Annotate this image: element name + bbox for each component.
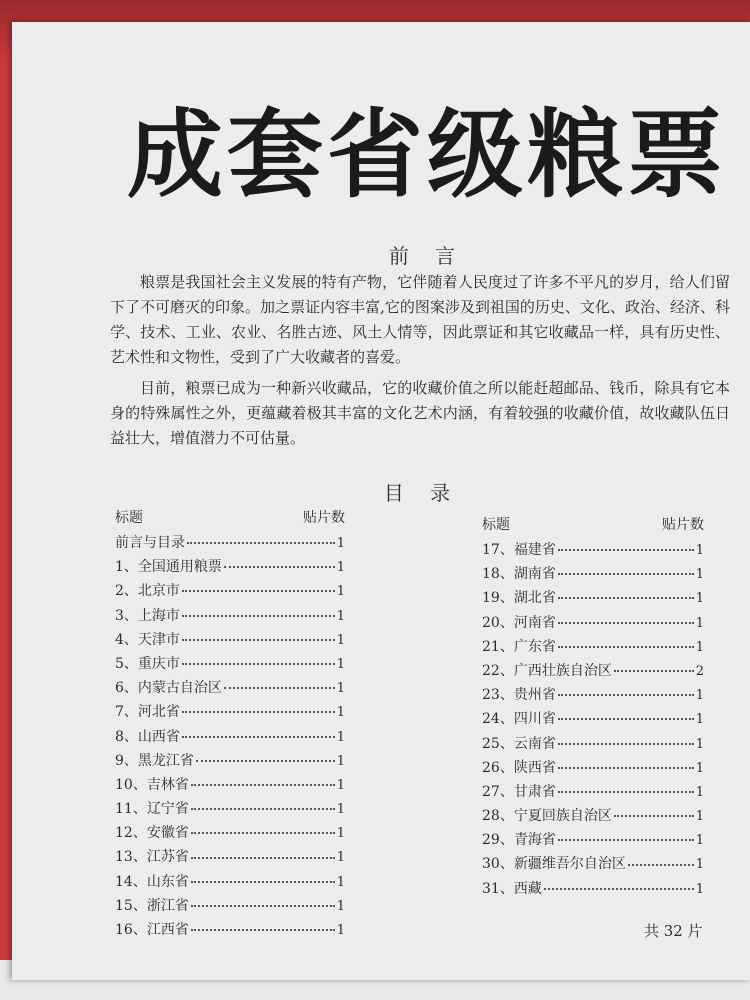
toc-row [115,555,345,579]
toc-row [115,579,345,603]
toc-entry-label: 7、河北省 [115,704,180,721]
dot-leader [182,615,335,617]
dot-leader [182,639,335,641]
toc-entry-count: 1 [336,656,345,672]
dot-leader [558,549,694,551]
toc-entry-label: 22、广西壮族自治区 [482,662,612,679]
toc-entry-label: 31、西藏 [482,880,542,897]
dot-leader [182,736,335,738]
toc-entry-count: 1 [336,802,345,818]
toc-row [115,797,345,821]
dot-leader [558,597,694,599]
toc-row [482,877,704,901]
toc-entry-count: 1 [695,784,704,800]
dot-leader [224,687,335,689]
toc-entry-label: 26、陕西省 [482,759,556,776]
toc-row [115,628,345,652]
toc-row [115,676,345,700]
toc-entry-label: 3、上海市 [115,607,180,624]
toc-entry-count: 1 [695,857,704,873]
dot-leader [558,767,694,769]
dot-leader [191,881,335,883]
toc-entry-count: 1 [695,639,704,655]
preface-paragraph: 目前，粮票已成为一种新兴收藏品，它的收藏价值之所以能赶超邮品、钱币，除具有它本身的特殊属性之外，更蕴藏着极其丰富的文化艺术内涵，有着较强的收藏价值，故收藏队伍日益壮大，增值潜力不可估量。 [110,379,730,447]
dot-leader [224,566,335,568]
toc-entry-label: 9、黑龙江省 [115,752,194,769]
toc-entry-label: 6、内蒙古自治区 [115,680,222,697]
toc-entry-count: 1 [336,584,345,600]
dot-leader [191,808,335,810]
toc-row [115,652,345,676]
toc-entry-label: 21、广东省 [482,638,556,655]
toc-entry-label: 30、新疆维吾尔自治区 [482,856,626,873]
toc-entry-count: 1 [336,850,345,866]
toc-row [482,756,704,780]
toc-entry-label: 4、天津市 [115,631,180,648]
toc-row [482,828,704,852]
toc-entry-label: 8、山西省 [115,728,180,745]
toc-column-left [115,505,345,942]
toc-entry-count: 1 [695,736,704,752]
toc-row [115,700,345,724]
page-title: 成套省级粮票 [127,99,727,211]
toc-column-header [115,505,345,531]
toc-entry-count: 1 [695,688,704,704]
dot-leader [558,622,694,624]
toc-entry-count: 1 [336,753,345,769]
toc-entry-label: 10、吉林省 [115,776,189,793]
toc-row [482,804,704,828]
toc-entry-count: 1 [695,591,704,607]
toc-row [115,531,345,555]
toc-entry-label: 23、贵州省 [482,687,556,704]
toc-entry-count: 1 [695,809,704,825]
toc-entry-label: 29、青海省 [482,832,556,849]
toc-row [482,707,704,731]
dot-leader [558,718,694,720]
toc-row [115,845,345,869]
toc-entry-label: 12、安徽省 [115,825,189,842]
toc-row [482,732,704,756]
toc-entry-label: 18、湖南省 [482,566,556,583]
toc-entry-count: 1 [336,777,345,793]
toc-row [115,870,345,894]
toc-row [482,635,704,659]
toc-entry-count: 1 [336,560,345,576]
toc-entry-count: 1 [336,608,345,624]
preface-heading: 前 言 [388,244,466,268]
toc-row [115,749,345,773]
toc-entry-count: 1 [336,536,345,551]
toc-entry-count: 1 [336,705,345,721]
toc-entry-label: 27、甘肃省 [482,783,556,800]
toc-header-title: 标题 [482,517,510,533]
toc-header-title: 标题 [115,510,143,526]
dot-leader [182,711,335,713]
dot-leader [614,670,694,672]
dot-leader [191,784,335,786]
toc-entry-label: 16、江西省 [115,922,189,938]
toc-column-right [482,512,704,901]
dot-leader [558,791,694,793]
toc-entry-count: 1 [336,874,345,890]
toc-heading: 目 录 [383,481,461,505]
toc-entry-count: 1 [695,543,704,558]
toc-entry-count: 1 [695,712,704,728]
toc-entry-label: 14、山东省 [115,873,189,890]
catalog-sheet [12,22,750,980]
dot-leader [191,832,335,834]
toc-entry-count: 1 [695,881,704,897]
dot-leader [558,839,694,841]
toc-entry-label: 28、宁夏回族自治区 [482,808,612,825]
toc-entry-label: 前言与目录 [115,535,185,551]
toc-row [115,604,345,628]
dot-leader [196,760,335,762]
toc-entry-label: 1、全国通用粮票 [115,559,222,576]
toc-entry-label: 25、云南省 [482,735,556,752]
dot-leader [182,590,335,592]
toc-entry-count: 1 [336,632,345,648]
toc-entry-label: 20、河南省 [482,614,556,631]
toc-row [482,562,704,586]
toc-row [482,611,704,635]
toc-entry-label: 5、重庆市 [115,655,180,672]
toc-row [482,659,704,683]
dot-leader [558,646,694,648]
toc-entry-count: 1 [695,833,704,849]
toc-entry-label: 13、江苏省 [115,849,189,866]
toc-row [482,852,704,876]
dot-leader [191,905,335,907]
toc-entry-count: 1 [695,567,704,583]
toc-entry-count: 1 [336,681,345,697]
preface-body [110,270,730,457]
dot-leader [544,888,694,890]
dot-leader [187,542,335,544]
toc-entry-label: 17、福建省 [482,542,556,558]
toc-entry-label: 24、四川省 [482,711,556,728]
dot-leader [182,663,335,665]
toc-header-count: 贴片数 [303,510,345,526]
toc-entry-count: 1 [695,760,704,776]
dot-leader [191,929,335,931]
toc-row [115,773,345,797]
toc-row [482,538,704,562]
toc-entry-label: 11、辽宁省 [115,801,189,818]
dot-leader [558,694,694,696]
toc-entry-count: 1 [336,729,345,745]
dot-leader [628,864,694,866]
toc-row [115,725,345,749]
toc-row [482,683,704,707]
toc-row [115,894,345,918]
dot-leader [558,573,694,575]
toc-entry-count: 1 [336,826,345,842]
toc-row [115,918,345,942]
dot-leader [614,815,694,817]
toc-row [482,586,704,610]
toc-header-count: 贴片数 [662,517,704,533]
toc-entry-label: 19、湖北省 [482,590,556,607]
toc-row [115,821,345,845]
toc-entry-count: 1 [336,898,345,914]
dot-leader [191,857,335,859]
toc-entry-label: 15、浙江省 [115,897,189,914]
toc-column-header [482,512,704,538]
toc-entry-count: 2 [695,663,704,679]
toc-entry-count: 1 [336,923,345,938]
toc-entry-count: 1 [695,615,704,631]
toc-row [482,780,704,804]
dot-leader [558,743,694,745]
toc-entry-label: 2、北京市 [115,583,180,600]
preface-paragraph: 粮票是我国社会主义发展的特有产物，它伴随着人民度过了许多不平凡的岁月，给人们留下了不可磨灭的印象。加之票证内容丰富,它的图案涉及到祖国的历史、文化、政治、经济、科学、技术、工业、农业、名胜古迹、风土人情等，因此票证和其它收藏品一样，具有历史性、艺术性和文物性，受到了广大收藏者的喜爱。 [110,273,730,366]
total-count: 共 32 片 [644,922,703,940]
